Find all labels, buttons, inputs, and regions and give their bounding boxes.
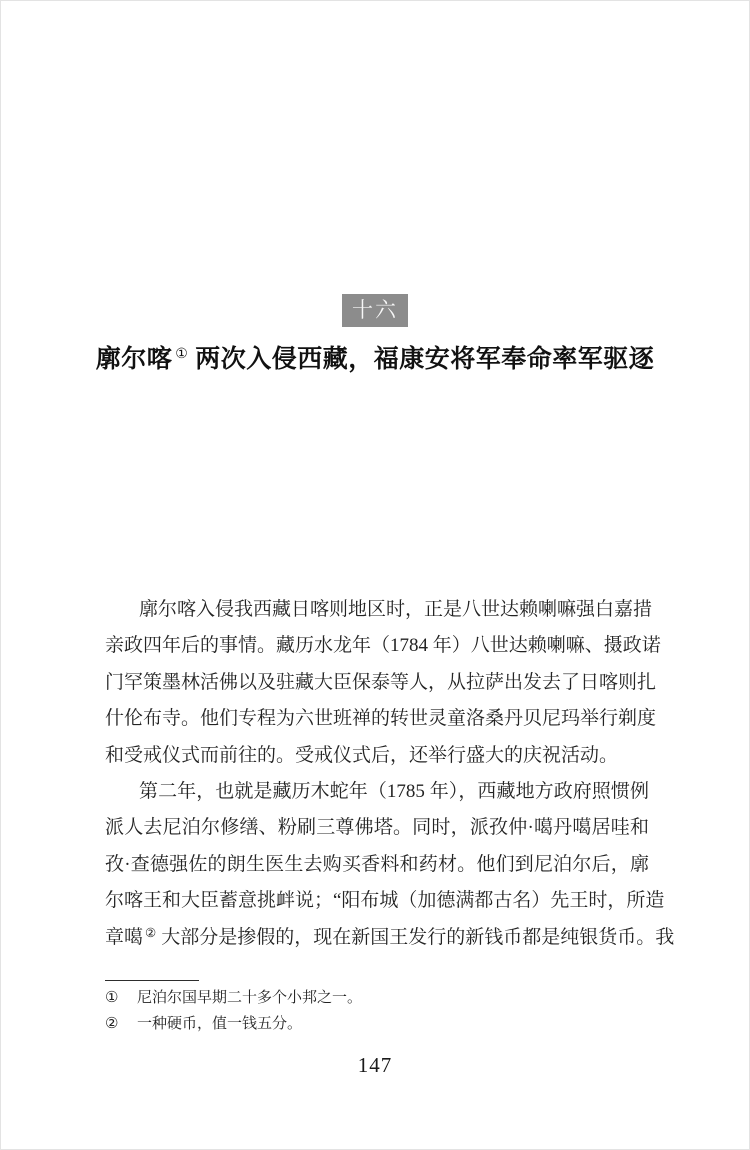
footnotes xyxy=(105,985,649,1037)
footnote-ref-1: ① xyxy=(175,347,189,362)
footnote-marker: ① xyxy=(105,990,119,1006)
body-line: 门罕策墨林活佛以及驻藏大臣保泰等人，从拉萨出发去了日喀则扎 xyxy=(105,671,657,693)
footnote-ref-2: ② xyxy=(145,925,157,940)
chapter-title xyxy=(1,339,749,375)
footnote-text: 一种硬币，值一钱五分。 xyxy=(137,1016,303,1032)
footnote-divider xyxy=(105,980,199,981)
body-line: 廓尔喀入侵我西藏日喀则地区时，正是八世达赖喇嘛强白嘉措 xyxy=(139,599,653,620)
body-line: 亲政四年后的事情。藏历水龙年（1784 年）八世达赖喇嘛、摄政诺 xyxy=(105,635,661,657)
body-line-text: 章噶 xyxy=(105,926,144,948)
chapter-title-text: 廓尔喀 xyxy=(95,346,173,373)
chapter-title-text: 两次入侵西藏，福康安将军奉命率军驱逐 xyxy=(195,346,655,373)
body-line: 什伦布寺。他们专程为六世班禅的转世灵童洛桑丹贝尼玛举行剃度 xyxy=(105,708,657,730)
body-text xyxy=(105,592,675,956)
body-line xyxy=(105,920,675,956)
body-line-text: 大部分是掺假的，现在新国王发行的新钱币都是纯银货币。我 xyxy=(161,926,675,948)
body-line: 第二年，也就是藏历木蛇年（1785 年），西藏地方政府照惯例 xyxy=(139,780,649,802)
body-line: 尔喀王和大臣蓄意挑衅说；“阳布城（加德满都古名）先王时，所造 xyxy=(105,890,665,912)
body-line: 派人去尼泊尔修缮、粉刷三尊佛塔。同时，派孜仲·噶丹噶居哇和 xyxy=(105,817,649,839)
chapter-number-badge: 十六 xyxy=(342,294,408,327)
footnote-text: 尼泊尔国早期二十多个小邦之一。 xyxy=(137,990,363,1006)
footnote-marker: ② xyxy=(105,1016,119,1032)
body-line: 和受戒仪式而前往的。受戒仪式后，还举行盛大的庆祝活动。 xyxy=(105,744,619,766)
page-number: 147 xyxy=(357,1053,393,1077)
body-line: 孜·查德强佐的朗生医生去购买香料和药材。他们到尼泊尔后，廓 xyxy=(105,853,649,875)
footnote-item xyxy=(105,1011,649,1037)
footnote-item xyxy=(105,985,649,1011)
